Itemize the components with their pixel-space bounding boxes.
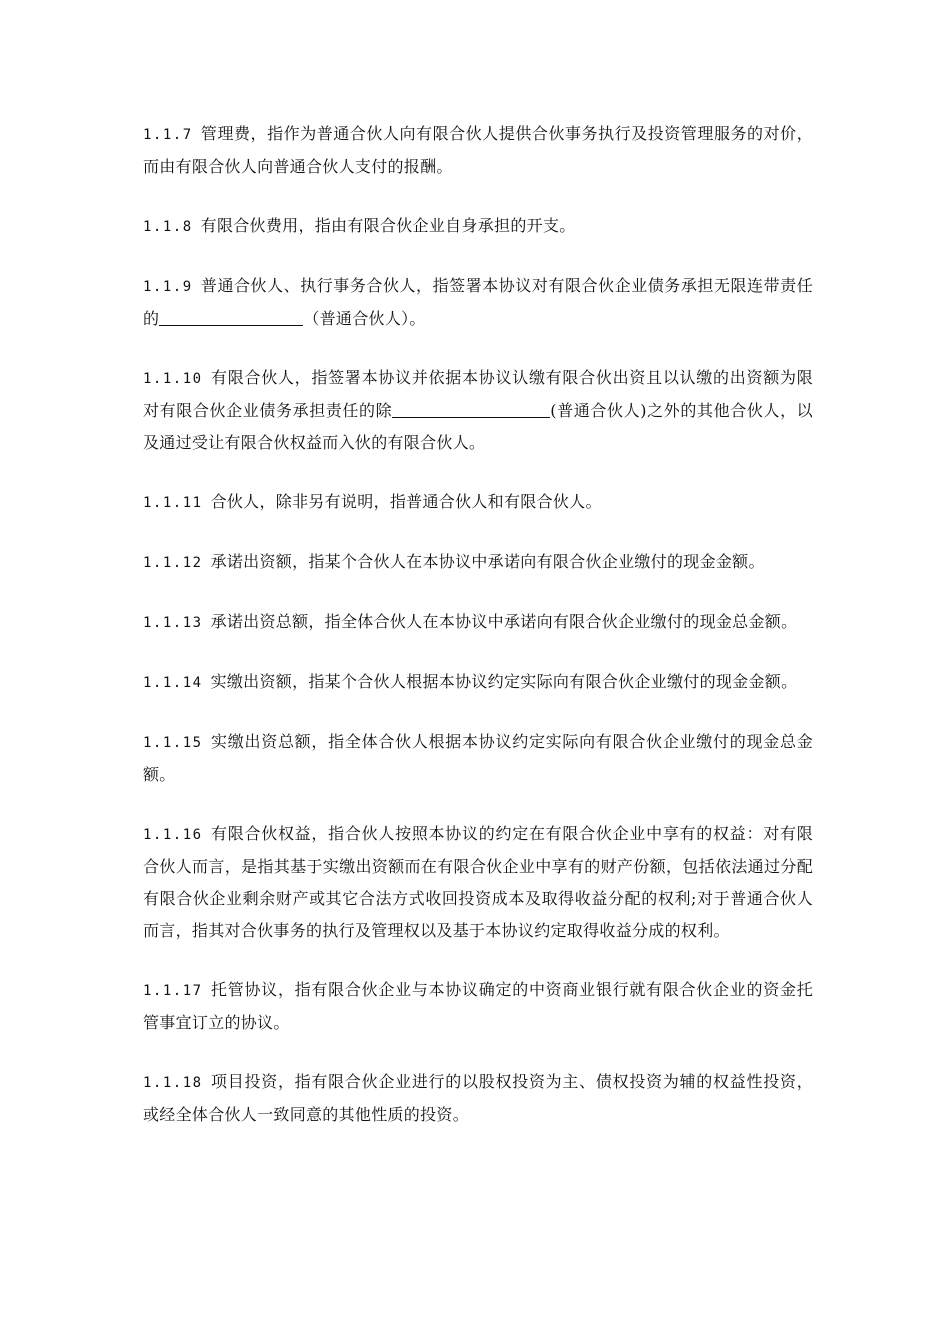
clause-text: 合伙人，除非另有说明，指普通合伙人和有限合伙人。 xyxy=(210,492,602,511)
clause-number: 1.1.17 xyxy=(143,983,203,999)
document-page xyxy=(143,118,813,1158)
clause-number: 1.1.9 xyxy=(143,279,193,295)
clause-number: 1.1.10 xyxy=(143,371,203,387)
clause-text: 承诺出资额，指某个合伙人在本协议中承诺向有限合伙企业缴付的现金金额。 xyxy=(210,552,765,571)
clause-number: 1.1.11 xyxy=(143,495,203,511)
clause-text: 管理费，指作为普通合伙人向有限合伙人提供合伙事务执行及投资管理服务的对价，而由有限合伙人向普通合伙人支付的报酬。 xyxy=(143,124,813,176)
clause-text: 普通合伙人、执行事务合伙人，指签署本协议对有限合伙企业债务承担无限连带责任的 xyxy=(143,276,813,328)
clause-1-1-10 xyxy=(143,362,813,459)
general-partner-blank-field[interactable] xyxy=(392,399,550,418)
clause-1-1-14 xyxy=(143,666,813,699)
clause-number: 1.1.12 xyxy=(143,555,203,571)
clause-number: 1.1.7 xyxy=(143,127,193,143)
clause-1-1-12 xyxy=(143,546,813,579)
clause-number: 1.1.15 xyxy=(143,735,203,751)
clause-text: 实缴出资额，指某个合伙人根据本协议约定实际向有限合伙企业缴付的现金金额。 xyxy=(210,672,798,691)
clause-text: 承诺出资总额，指全体合伙人在本协议中承诺向有限合伙企业缴付的现金总金额。 xyxy=(210,612,798,631)
clause-1-1-15 xyxy=(143,726,813,791)
clause-1-1-18 xyxy=(143,1066,813,1131)
clause-number: 1.1.16 xyxy=(143,827,203,843)
clause-text: 托管协议，指有限合伙企业与本协议确定的中资商业银行就有限合伙企业的资金托管事宜订立的协议。 xyxy=(143,980,813,1032)
clause-1-1-7 xyxy=(143,118,813,183)
clause-text: 项目投资，指有限合伙企业进行的以股权投资为主、债权投资为辅的权益性投资，或经全体合伙人一致同意的其他性质的投资。 xyxy=(143,1072,813,1124)
clause-text: 有限合伙人，指签署本协议并依据本协议认缴有限合伙出资且以认缴的出资额为限对有限合伙企业债务承担责任的除 xyxy=(143,368,813,420)
clause-text: 有限合伙费用，指由有限合伙企业自身承担的开支。 xyxy=(200,216,576,235)
clause-number: 1.1.13 xyxy=(143,615,203,631)
clause-text: 有限合伙权益，指合伙人按照本协议的约定在有限合伙企业中享有的权益：对有限合伙人而言，是指其基于实缴出资额而在有限合伙企业中享有的财产份额，包括依法通过分配有限合伙企业剩余财产或其它合法方式收回投资成本及取得收益分配的权利;对于普通合伙人而言，指其对合伙事务的执行及管理权以及基于本协议约定取得收益分成的权利。 xyxy=(143,824,813,940)
clause-1-1-9 xyxy=(143,270,813,335)
clause-1-1-16 xyxy=(143,818,813,947)
general-partner-blank-field[interactable] xyxy=(159,307,303,326)
clause-number: 1.1.8 xyxy=(143,219,193,235)
clause-1-1-17 xyxy=(143,974,813,1039)
clause-text: 实缴出资总额，指全体合伙人根据本协议约定实际向有限合伙企业缴付的现金总金额。 xyxy=(143,732,813,784)
clause-1-1-8 xyxy=(143,210,813,243)
clause-1-1-11 xyxy=(143,486,813,519)
clause-text: (普通合伙人)之外的其他合伙人，以及通过受让有限合伙权益而入伙的有限合伙人。 xyxy=(143,401,813,452)
clause-number: 1.1.14 xyxy=(143,675,203,691)
clause-text: （普通合伙人）。 xyxy=(303,309,426,328)
clause-1-1-13 xyxy=(143,606,813,639)
clause-number: 1.1.18 xyxy=(143,1075,203,1091)
